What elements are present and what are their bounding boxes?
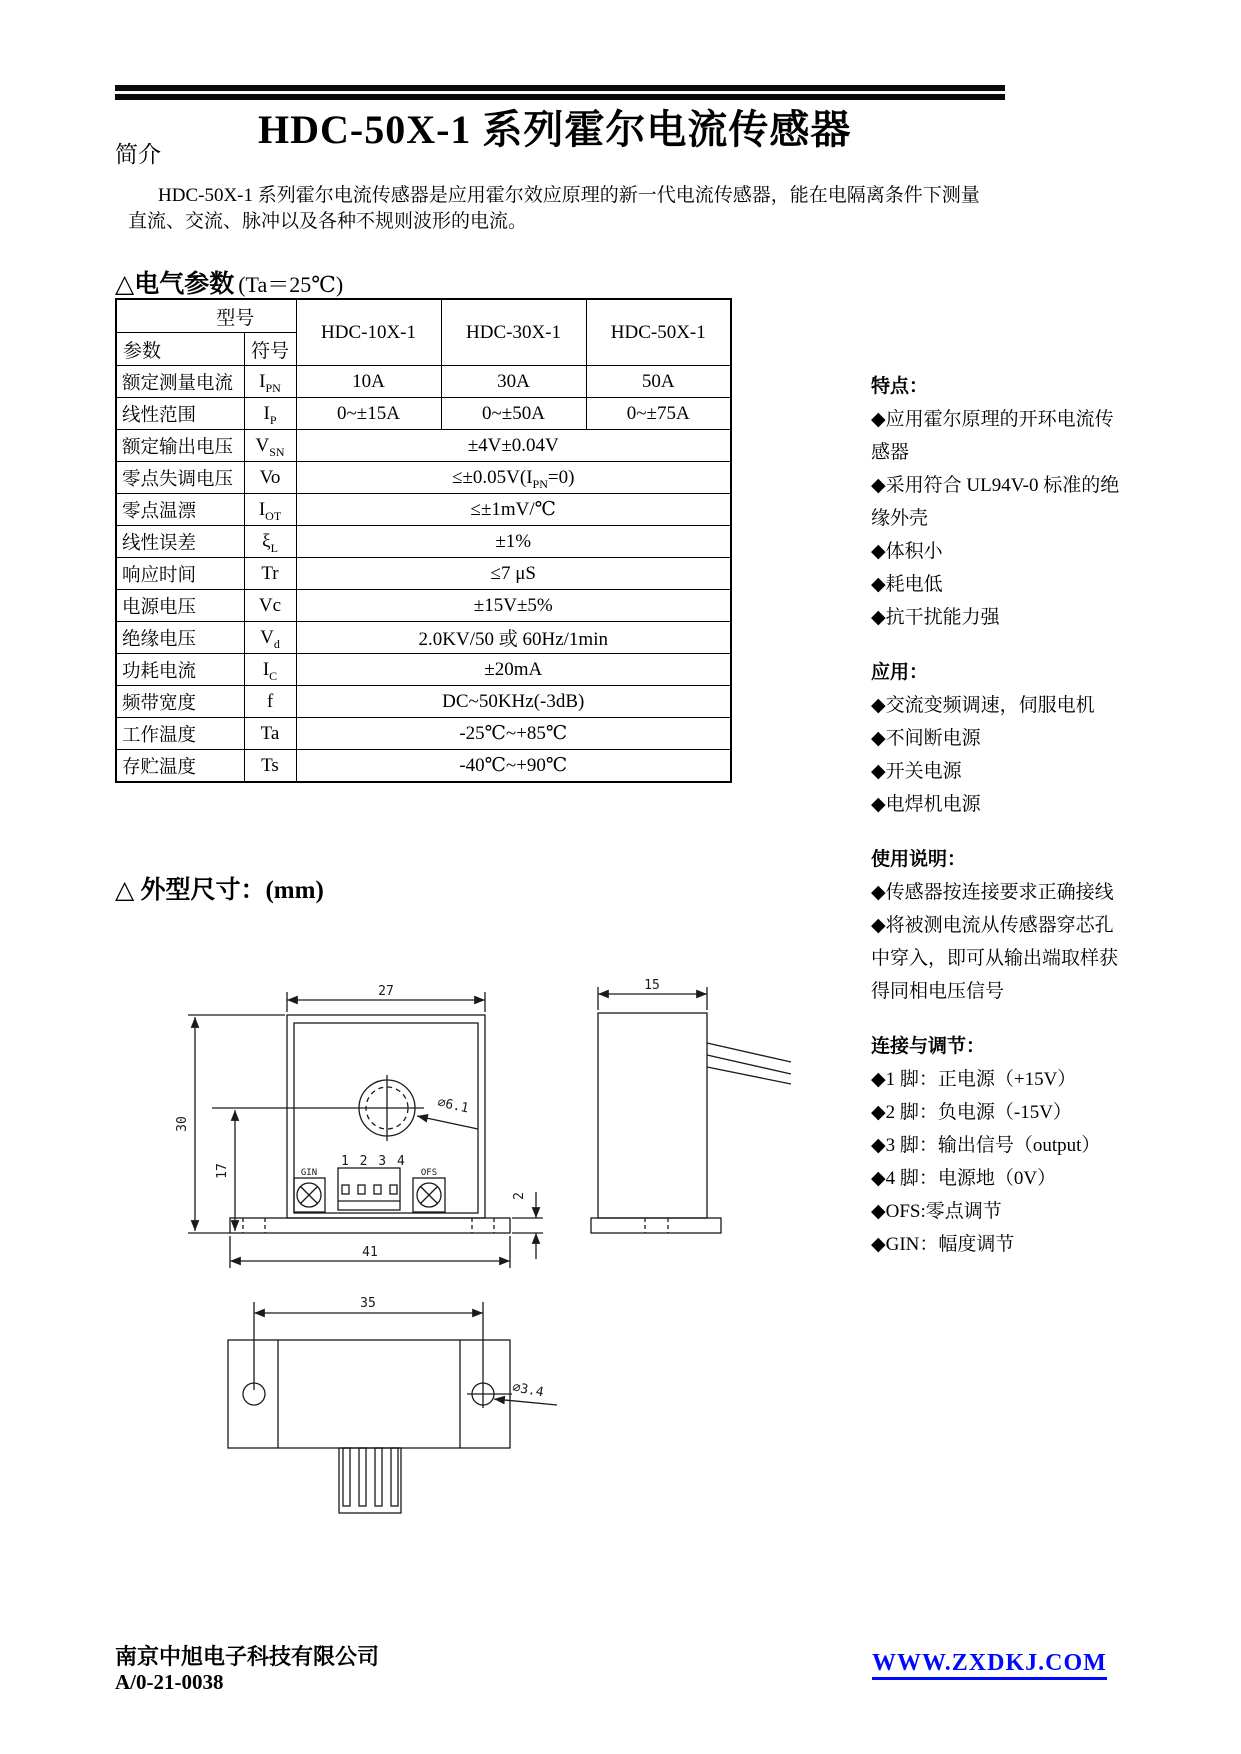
value-cell: 0~±50A [441,398,586,430]
sidebar-section-title: 应用： [871,662,929,683]
ofs-label: OFS [420,1168,438,1178]
sidebar-item: ◆应用霍尔原理的开环电流传感器 [871,409,1114,463]
param-cell: 工作温度 [116,718,244,750]
dim-front-width: 27 [378,984,394,999]
output-wire [707,1043,791,1062]
sidebar-section [871,656,1129,821]
value-cell-span: ±15V±5% [296,590,731,622]
dimensions-heading-text: △ 外型尺寸：(mm) [115,877,324,904]
param-cell: 额定输出电压 [116,430,244,462]
value-cell-span: DC~50KHz(-3dB) [296,686,731,718]
model-header-3: HDC-50X-1 [586,299,731,366]
dim-base-thickness: 2 [512,1192,527,1200]
symbol-cell: $I_{OT}$ [244,494,296,526]
electrical-heading-condition: (Ta＝25℃) [238,272,344,297]
gin-potentiometer [294,1178,325,1212]
corner-symbol-cell: 符号 [244,333,296,366]
electrical-table-body [116,366,731,783]
sidebar-section-title: 使用说明： [871,849,967,870]
sidebar-section [871,843,1129,1008]
value-cell: 0~±15A [296,398,441,430]
sidebar-item: ◆传感器按连接要求正确接线 [871,882,1114,903]
value-cell-span: ±20mA [296,654,731,686]
output-wire [707,1055,791,1074]
value-cell-span: -40℃~+90℃ [296,750,731,783]
bottom-pins [339,1448,401,1513]
symbol-cell: $V_d$ [244,622,296,654]
table-row [116,398,731,430]
sidebar-section [871,370,1129,634]
top-rule-1 [115,85,1005,91]
symbol-cell: $V_{SN}$ [244,430,296,462]
dim-base-width: 41 [362,1245,378,1260]
value-cell: 10A [296,366,441,398]
sidebar-section-title: 连接与调节： [871,1036,986,1057]
symbol-cell: $\xi_L$ [244,526,296,558]
value-cell-span: ≤±1mV/℃ [296,494,731,526]
sidebar-item: ◆将被测电流从传感器穿芯孔中穿入，即可从输出端取样获得同相电压信号 [871,915,1119,1002]
dim-mount-hole-diameter: ∅3.4 [511,1380,545,1401]
param-cell: 线性范围 [116,398,244,430]
symbol-cell: Vc [244,590,296,622]
symbol-cell: f [244,686,296,718]
sidebar-item: ◆交流变频调速，伺服电机 [871,695,1095,716]
table-row [116,590,731,622]
sidebar-item: ◆不间断电源 [871,728,981,749]
dimension-drawings [130,940,830,1540]
value-cell-span: 2.0KV/50 或 60Hz/1min [296,622,731,654]
sidebar-item: ◆体积小 [871,541,943,562]
bottom-view-drawing [228,1302,557,1513]
sidebar-item: ◆3 脚：输出信号（output） [871,1135,1101,1156]
dim-mount-hole-spacing: 35 [360,1296,376,1311]
symbol-cell: $I_P$ [244,398,296,430]
value-cell-span: ±1% [296,526,731,558]
value-cell: 30A [441,366,586,398]
corner-param-cell: 参数 [116,333,244,366]
symbol-cell: Vo [244,462,296,494]
param-cell: 零点温漂 [116,494,244,526]
intro-label: 简介 [115,142,161,167]
param-cell: 频带宽度 [116,686,244,718]
dim-hole-center-height: 17 [215,1163,230,1179]
table-row [116,366,731,398]
table-row [116,750,731,783]
table-row [116,526,731,558]
symbol-cell: Ta [244,718,296,750]
value-cell-span: $\le\pm 0.05V(I_{PN}=0)$ [296,462,731,494]
gin-label: GIN [300,1168,318,1178]
param-cell: 额定测量电流 [116,366,244,398]
symbol-cell: $I_{PN}$ [244,366,296,398]
sidebar-item: ◆电焊机电源 [871,794,981,815]
ofs-potentiometer [413,1178,445,1212]
pin-number-labels: 1 2 3 4 [341,1154,407,1169]
sidebar-item: ◆抗干扰能力强 [871,607,1000,628]
symbol-cell: Ts [244,750,296,783]
dim-side-depth: 15 [644,978,660,993]
front-view-drawing [188,992,543,1268]
param-cell: 零点失调电压 [116,462,244,494]
sidebar-item: ◆1 脚：正电源（+15V） [871,1069,1077,1090]
table-header-row-1 [116,299,731,333]
sidebar-item: ◆2 脚：负电源（-15V） [871,1102,1072,1123]
electrical-parameters-table [115,298,732,783]
table-row [116,686,731,718]
param-cell: 电源电压 [116,590,244,622]
footer-company-name: 南京中旭电子科技有限公司 [115,1644,380,1669]
value-cell-span: ±4V±0.04V [296,430,731,462]
value-cell-span: ≤7 μS [296,558,731,590]
table-row [116,430,731,462]
website-link[interactable]: WWW.ZXDKJ.COM [872,1650,1107,1680]
electrical-section-heading [115,264,343,300]
table-row [116,494,731,526]
pin-connector [338,1168,400,1210]
sidebar-item: ◆耗电低 [871,574,943,595]
electrical-heading-text: △电气参数 [115,271,235,298]
table-row [116,622,731,654]
sidebar [871,370,1129,1283]
symbol-cell: $I_C$ [244,654,296,686]
param-cell: 存贮温度 [116,750,244,783]
corner-model-cell: 型号 [116,299,296,333]
value-cell: 0~±75A [586,398,731,430]
param-cell: 功耗电流 [116,654,244,686]
sidebar-item: ◆采用符合 UL94V-0 标准的绝缘外壳 [871,475,1120,529]
side-view-drawing [591,987,791,1233]
sidebar-section [871,1030,1129,1261]
table-row [116,558,731,590]
dim-front-height: 30 [175,1116,190,1132]
model-header-1: HDC-10X-1 [296,299,441,366]
intro-text-line1: HDC-50X-1 系列霍尔电流传感器是应用霍尔效应原理的新一代电流传感器，能在电隔离条件下测量 [158,185,980,206]
param-cell: 响应时间 [116,558,244,590]
output-wire [707,1067,791,1084]
sidebar-item: ◆OFS:零点调节 [871,1201,1002,1222]
sidebar-item: ◆4 脚：电源地（0V） [871,1168,1057,1189]
table-row [116,462,731,494]
dim-aperture-diameter: ∅6.1 [436,1095,470,1117]
intro-text-line2: 直流、交流、脉冲以及各种不规则波形的电流。 [128,211,528,232]
page-title: HDC-50X-1 系列霍尔电流传感器 [258,107,852,152]
table-row [116,654,731,686]
param-cell: 绝缘电压 [116,622,244,654]
footer-doc-number: A/0-21-0038 [115,1670,224,1694]
value-cell: 50A [586,366,731,398]
table-row [116,718,731,750]
param-cell: 线性误差 [116,526,244,558]
sidebar-item: ◆开关电源 [871,761,962,782]
sidebar-section-title: 特点： [871,376,929,397]
value-cell-span: -25℃~+85℃ [296,718,731,750]
sidebar-item: ◆GIN：幅度调节 [871,1234,1015,1255]
model-header-2: HDC-30X-1 [441,299,586,366]
symbol-cell: Tr [244,558,296,590]
dimensions-section-heading [115,870,324,906]
